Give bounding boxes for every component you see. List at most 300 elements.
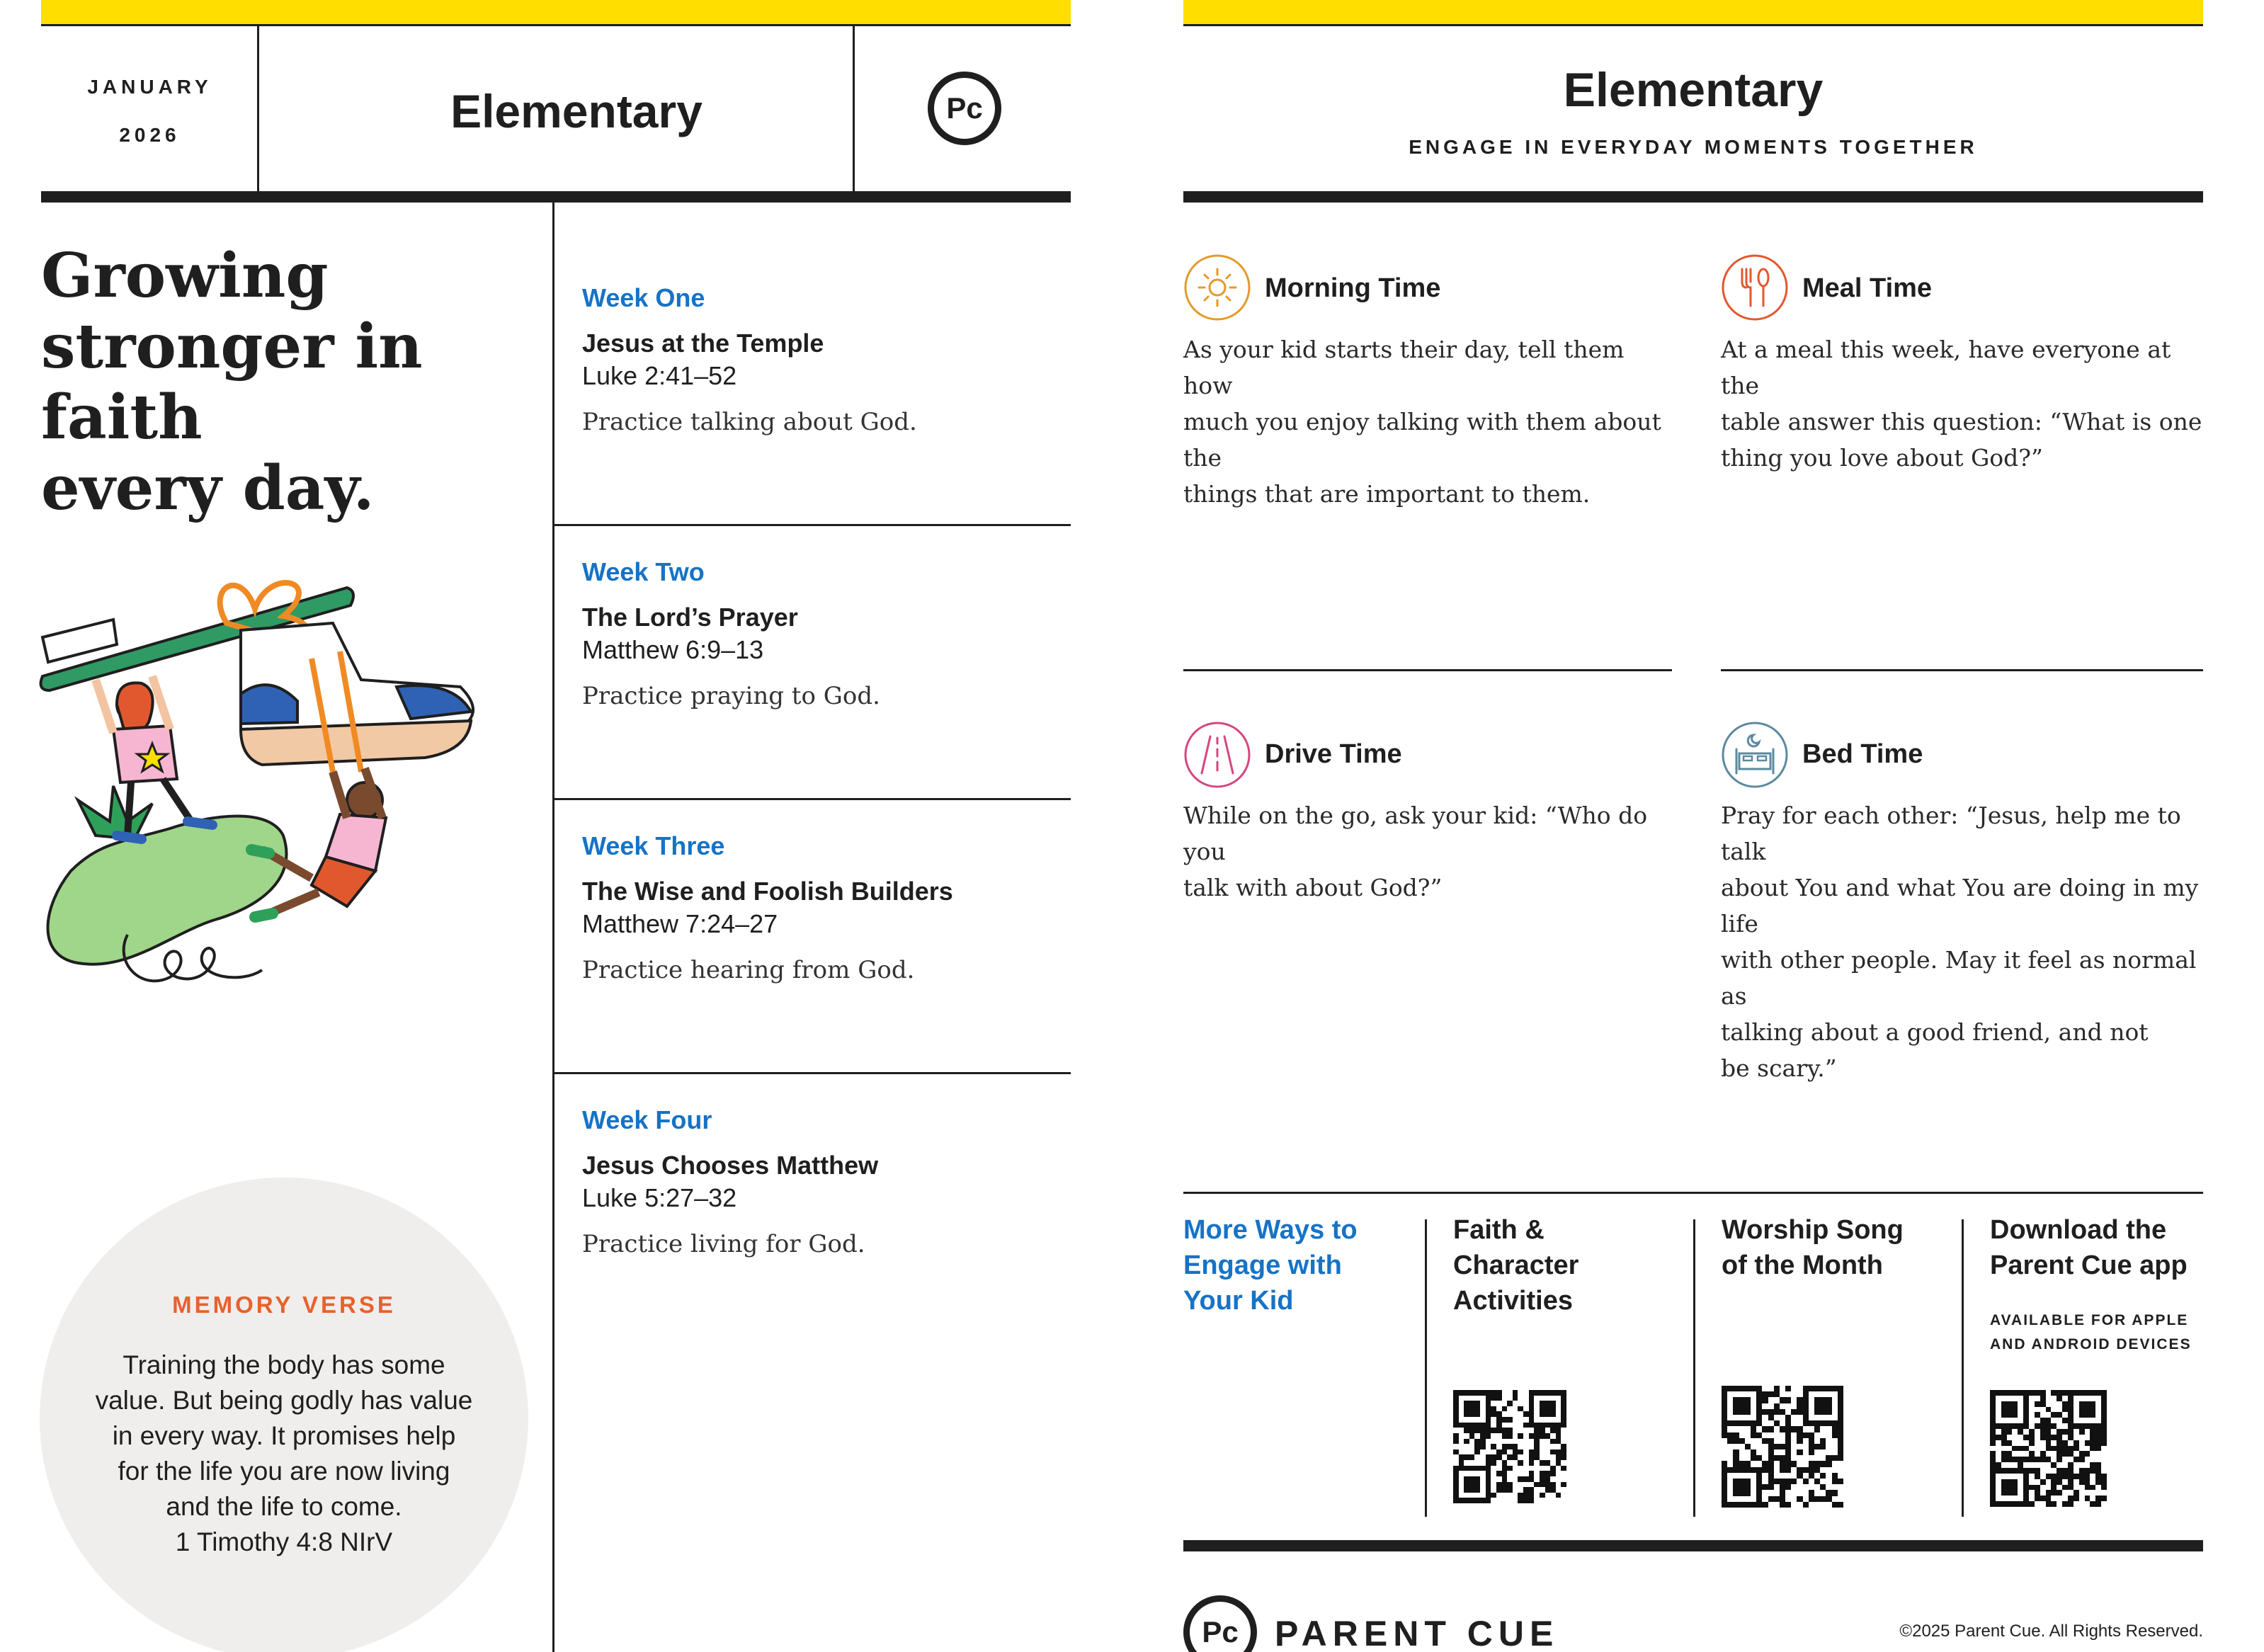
qr-module: [1480, 1406, 1486, 1412]
qr-module: [2068, 1446, 2074, 1452]
qr-module: [1550, 1498, 1556, 1503]
qr-module: [2040, 1435, 2046, 1440]
qr-module: [1534, 1460, 1540, 1466]
qr-module: [2095, 1440, 2101, 1446]
qr-module: [1529, 1444, 1535, 1449]
qr-module: [1756, 1479, 1762, 1484]
qr-module: [1774, 1426, 1780, 1432]
qr-module: [1529, 1449, 1535, 1455]
qr-module: [1507, 1423, 1513, 1428]
qr-module: [2074, 1474, 2079, 1479]
qr-module: [1785, 1409, 1791, 1415]
qr-module: [1518, 1466, 1523, 1471]
qr-module: [1556, 1390, 1562, 1396]
qr-module: [1762, 1438, 1768, 1444]
qr-module: [1556, 1428, 1562, 1433]
qr-module: [1486, 1466, 1491, 1471]
memory-verse-text: [61, 1348, 507, 1560]
qr-module: [1739, 1490, 1745, 1496]
verse-reference: 1 Timothy 4:8 NIrV: [175, 1527, 393, 1556]
qr-module: [1762, 1461, 1768, 1466]
download-app-qr-code[interactable]: [1990, 1390, 2107, 1507]
qr-module: [1780, 1426, 1785, 1432]
qr-module: [1464, 1498, 1469, 1503]
qr-module: [1727, 1397, 1733, 1403]
more-ways-divider-3: [1962, 1219, 1964, 1517]
qr-module: [1756, 1449, 1762, 1455]
qr-module: [1491, 1476, 1496, 1482]
qr-module: [1756, 1432, 1762, 1438]
qr-module: [1540, 1493, 1545, 1498]
qr-module: [1727, 1426, 1733, 1432]
qr-module: [2035, 1496, 2040, 1501]
qr-module: [1797, 1461, 1802, 1466]
week-label: Week Two: [582, 557, 705, 586]
qr-module: [1832, 1496, 1838, 1502]
qr-module: [1518, 1487, 1523, 1493]
qr-module: [2001, 1396, 2007, 1401]
qr-module: [1751, 1391, 1756, 1397]
qr-module: [2068, 1451, 2074, 1457]
qr-module: [2095, 1435, 2101, 1440]
qr-module: [1540, 1423, 1545, 1428]
qr-module: [1768, 1473, 1774, 1479]
qr-module: [1529, 1471, 1535, 1476]
qr-module: [2012, 1429, 2018, 1435]
qr-module: [2023, 1451, 2029, 1457]
qr-module: [2074, 1440, 2079, 1446]
week-block-2: [582, 557, 1071, 710]
qr-module: [1990, 1451, 1996, 1457]
qr-module: [2101, 1435, 2107, 1440]
qr-module: [1513, 1428, 1518, 1433]
qr-module: [1496, 1417, 1502, 1423]
qr-module: [2062, 1390, 2068, 1396]
more-ways-title: [1183, 1212, 1424, 1318]
qr-module: [1550, 1460, 1556, 1466]
qr-module: [1480, 1423, 1486, 1428]
qr-module: [2062, 1446, 2068, 1452]
qr-module: [1739, 1415, 1745, 1420]
qr-module: [1751, 1420, 1756, 1426]
qr-module: [2068, 1479, 2074, 1485]
qr-module: [1474, 1471, 1480, 1476]
qr-module: [2090, 1440, 2095, 1446]
qr-module: [1513, 1411, 1518, 1417]
qr-module: [2018, 1501, 2023, 1507]
qr-module: [1780, 1449, 1785, 1455]
qr-module: [1550, 1487, 1556, 1493]
qr-module: [2029, 1440, 2035, 1446]
qr-module: [1722, 1432, 1727, 1438]
footer-copyright: ©2025 Parent Cue. All Rights Reserved.: [1899, 1622, 2203, 1641]
qr-module: [1990, 1462, 1996, 1468]
qr-module: [1762, 1432, 1768, 1438]
qr-module: [1832, 1432, 1838, 1438]
qr-module: [1774, 1502, 1780, 1508]
qr-module: [2057, 1451, 2062, 1457]
qr-module: [1453, 1423, 1459, 1428]
qr-module: [1727, 1473, 1733, 1479]
qr-module: [1453, 1460, 1459, 1466]
qr-module: [1464, 1439, 1469, 1445]
qr-module: [1990, 1440, 1996, 1446]
qr-module: [1832, 1397, 1838, 1403]
qr-module: [2018, 1462, 2023, 1468]
qr-module: [2068, 1468, 2074, 1474]
qr-module: [2012, 1462, 2018, 1468]
qr-module: [2040, 1418, 2046, 1423]
qr-module: [2029, 1457, 2035, 1462]
qr-module: [1814, 1391, 1820, 1397]
qr-module: [1797, 1391, 1802, 1397]
qr-module: [2029, 1474, 2035, 1479]
qr-module: [1550, 1471, 1556, 1476]
qr-module: [2057, 1429, 2062, 1435]
qr-module: [1797, 1397, 1802, 1403]
qr-module: [2046, 1474, 2052, 1479]
qr-module: [2079, 1446, 2085, 1452]
qr-module: [1507, 1498, 1513, 1503]
moment-text-line-1: At a meal this week, have everyone at the: [1721, 336, 2171, 399]
qr-module: [1774, 1461, 1780, 1466]
qr-module: [2068, 1485, 2074, 1491]
qr-module: [1990, 1418, 1996, 1423]
qr-module: [2085, 1407, 2090, 1413]
qr-module: [1496, 1476, 1502, 1482]
qr-module: [2095, 1407, 2101, 1413]
qr-module: [1459, 1498, 1464, 1503]
qr-module: [1540, 1454, 1545, 1460]
qr-module: [1534, 1396, 1540, 1401]
download-app-note-line-2: AND ANDROID DEVICES: [1990, 1336, 2192, 1352]
qr-module: [1459, 1401, 1464, 1406]
qr-module: [1751, 1449, 1756, 1455]
qr-module: [1550, 1406, 1556, 1412]
qr-module: [1745, 1397, 1751, 1403]
qr-module: [2007, 1412, 2013, 1418]
qr-module: [2101, 1407, 2107, 1413]
qr-module: [1523, 1471, 1529, 1476]
qr-module: [2012, 1479, 2018, 1485]
qr-module: [1756, 1386, 1762, 1391]
qr-module: [2018, 1446, 2023, 1452]
qr-module: [1809, 1473, 1814, 1479]
qr-module: [1556, 1433, 1562, 1439]
qr-module: [1820, 1409, 1826, 1415]
qr-module: [2062, 1451, 2068, 1457]
qr-module: [1745, 1467, 1751, 1473]
qr-module: [1791, 1479, 1797, 1484]
qr-module: [1561, 1433, 1566, 1439]
qr-module: [1464, 1433, 1469, 1439]
qr-module: [2001, 1401, 2007, 1407]
qr-module: [1826, 1420, 1831, 1426]
worship-song-title: [1722, 1212, 1955, 1283]
qr-module: [1518, 1433, 1523, 1439]
moment-title: Bed Time: [1802, 739, 1923, 769]
qr-module: [1534, 1417, 1540, 1423]
qr-module: [2074, 1501, 2079, 1507]
qr-module: [1496, 1444, 1502, 1449]
qr-module: [1518, 1428, 1523, 1433]
qr-module: [1496, 1482, 1502, 1488]
qr-module: [1745, 1409, 1751, 1415]
qr-module: [1733, 1461, 1739, 1466]
qr-module: [1556, 1411, 1562, 1417]
qr-module: [1491, 1454, 1496, 1460]
qr-module: [2062, 1468, 2068, 1474]
qr-module: [1733, 1415, 1739, 1420]
qr-module: [1820, 1490, 1826, 1496]
qr-module: [2085, 1412, 2090, 1418]
qr-module: [2018, 1429, 2023, 1435]
faith-activities-qr-code[interactable]: [1453, 1390, 1566, 1503]
qr-module: [1469, 1466, 1475, 1471]
qr-module: [2079, 1407, 2085, 1413]
qr-module: [2057, 1468, 2062, 1474]
moment-title: Meal Time: [1802, 273, 1933, 303]
qr-module: [1513, 1439, 1518, 1445]
qr-module: [1797, 1484, 1802, 1490]
qr-module: [1550, 1396, 1556, 1401]
qr-module: [1832, 1502, 1838, 1508]
qr-module: [1780, 1473, 1785, 1479]
qr-module: [1502, 1454, 1508, 1460]
qr-module: [2007, 1440, 2013, 1446]
qr-module: [2018, 1423, 2023, 1429]
qr-module: [1518, 1396, 1523, 1401]
qr-module: [2074, 1390, 2079, 1396]
worship-song-qr-code[interactable]: [1722, 1386, 1843, 1508]
qr-module: [1990, 1429, 1996, 1435]
qr-module: [1820, 1484, 1826, 1490]
qr-module: [2068, 1501, 2074, 1507]
moment-text-line-1: As your kid starts their day, tell them how: [1183, 336, 1625, 399]
qr-module: [1459, 1454, 1464, 1460]
qr-module: [1550, 1423, 1556, 1428]
qr-module: [1768, 1484, 1774, 1490]
qr-module: [1791, 1449, 1797, 1455]
left-header-bottom-rule: [41, 191, 1071, 203]
qr-module: [1529, 1390, 1535, 1396]
qr-module: [1453, 1454, 1459, 1460]
qr-module: [2040, 1496, 2046, 1501]
qr-module: [1774, 1397, 1780, 1403]
qr-module: [2101, 1451, 2107, 1457]
qr-module: [2001, 1496, 2007, 1501]
qr-module: [1832, 1426, 1838, 1432]
qr-module: [1722, 1391, 1727, 1397]
qr-module: [1803, 1420, 1809, 1426]
qr-module: [1791, 1409, 1797, 1415]
qr-module: [2001, 1501, 2007, 1507]
faith-activities-line-1: Faith &: [1453, 1215, 1545, 1245]
qr-module: [1791, 1391, 1797, 1397]
qr-module: [1469, 1482, 1475, 1488]
footer-parent-cue-logo: [1183, 1595, 1257, 1652]
qr-module: [2012, 1474, 2018, 1479]
qr-module: [1523, 1454, 1529, 1460]
qr-module: [1756, 1409, 1762, 1415]
qr-module: [2090, 1390, 2095, 1396]
qr-module: [2079, 1423, 2085, 1429]
qr-module: [2062, 1412, 2068, 1418]
qr-module: [1762, 1496, 1768, 1502]
qr-module: [1469, 1401, 1475, 1406]
qr-module: [1453, 1498, 1459, 1503]
qr-module: [2079, 1485, 2085, 1491]
qr-module: [2007, 1418, 2013, 1423]
qr-module: [1507, 1460, 1513, 1466]
qr-module: [1496, 1493, 1502, 1498]
qr-module: [1803, 1432, 1809, 1438]
qr-module: [1768, 1438, 1774, 1444]
qr-module: [1996, 1474, 2001, 1479]
qr-module: [1739, 1461, 1745, 1466]
qr-module: [2046, 1479, 2052, 1485]
qr-module: [1518, 1454, 1523, 1460]
download-app-line-1: Download the: [1990, 1215, 2167, 1245]
qr-module: [1523, 1498, 1529, 1503]
qr-module: [1540, 1444, 1545, 1449]
moments-divider-right: [1721, 669, 2203, 671]
qr-module: [1727, 1461, 1733, 1466]
qr-module: [1733, 1455, 1739, 1461]
qr-module: [2023, 1407, 2029, 1413]
qr-module: [2068, 1474, 2074, 1479]
qr-module: [1768, 1467, 1774, 1473]
qr-module: [1480, 1417, 1486, 1423]
qr-module: [1751, 1496, 1756, 1502]
download-app-note: [1990, 1309, 2217, 1357]
qr-module: [1996, 1412, 2001, 1418]
qr-module: [1464, 1396, 1469, 1401]
qr-module: [1491, 1439, 1496, 1445]
qr-module: [1513, 1433, 1518, 1439]
qr-module: [1832, 1420, 1838, 1426]
qr-module: [1556, 1487, 1562, 1493]
qr-module: [1529, 1454, 1535, 1460]
qr-module: [2051, 1462, 2057, 1468]
qr-module: [1751, 1455, 1756, 1461]
qr-module: [2090, 1407, 2095, 1413]
qr-module: [1809, 1455, 1814, 1461]
qr-module: [1491, 1487, 1496, 1493]
qr-module: [1561, 1449, 1566, 1455]
moment-text-line-2: talk with about God?”: [1183, 874, 1443, 901]
logo-text: Pc: [946, 91, 983, 125]
qr-module: [2046, 1457, 2052, 1462]
qr-module: [1474, 1487, 1480, 1493]
qr-module: [1545, 1449, 1551, 1455]
qr-module: [1803, 1409, 1809, 1415]
qr-module: [1502, 1449, 1508, 1455]
qr-module: [1507, 1471, 1513, 1476]
qr-module: [1809, 1415, 1814, 1420]
qr-module: [1751, 1461, 1756, 1466]
qr-module: [1797, 1479, 1802, 1484]
qr-module: [1453, 1471, 1459, 1476]
qr-module: [1561, 1444, 1566, 1449]
week-title: Jesus Chooses Matthew: [582, 1151, 879, 1180]
qr-module: [2101, 1490, 2107, 1496]
qr-module: [1809, 1467, 1814, 1473]
qr-module: [1513, 1396, 1518, 1401]
qr-module: [1545, 1433, 1551, 1439]
qr-module: [1785, 1426, 1791, 1432]
qr-module: [2090, 1435, 2095, 1440]
qr-module: [2085, 1401, 2090, 1407]
qr-module: [1996, 1490, 2001, 1496]
qr-module: [1826, 1467, 1831, 1473]
qr-module: [2007, 1407, 2013, 1413]
qr-module: [2079, 1429, 2085, 1435]
qr-module: [1814, 1426, 1820, 1432]
qr-module: [2046, 1407, 2052, 1413]
qr-module: [2046, 1451, 2052, 1457]
more-ways-title-line-2: Engage with: [1183, 1251, 1342, 1280]
moment-text-line-3: thing you love about God?”: [1721, 444, 2043, 472]
qr-module: [2090, 1401, 2095, 1407]
qr-module: [1727, 1484, 1733, 1490]
qr-module: [1814, 1432, 1820, 1438]
qr-module: [1791, 1426, 1797, 1432]
qr-module: [1545, 1471, 1551, 1476]
qr-module: [1556, 1493, 1562, 1498]
qr-module: [2085, 1474, 2090, 1479]
qr-module: [1756, 1502, 1762, 1508]
qr-module: [1820, 1426, 1826, 1432]
qr-module: [2012, 1501, 2018, 1507]
qr-module: [1780, 1409, 1785, 1415]
qr-module: [1459, 1493, 1464, 1498]
qr-module: [1491, 1460, 1496, 1466]
qr-module: [1996, 1407, 2001, 1413]
qr-module: [1540, 1482, 1545, 1488]
qr-module: [1838, 1467, 1843, 1473]
qr-module: [1727, 1490, 1733, 1496]
qr-module: [1513, 1417, 1518, 1423]
qr-module: [1780, 1484, 1785, 1490]
qr-module: [2051, 1451, 2057, 1457]
qr-module: [2023, 1423, 2029, 1429]
qr-module: [1785, 1455, 1791, 1461]
qr-module: [2035, 1412, 2040, 1418]
qr-module: [1550, 1476, 1556, 1482]
qr-module: [1529, 1498, 1535, 1503]
qr-module: [1803, 1438, 1809, 1444]
qr-module: [1838, 1403, 1843, 1409]
qr-module: [1756, 1455, 1762, 1461]
qr-module: [1745, 1432, 1751, 1438]
qr-module: [1756, 1415, 1762, 1420]
qr-module: [1513, 1466, 1518, 1471]
qr-module: [2095, 1429, 2101, 1435]
qr-module: [2062, 1401, 2068, 1407]
right-top-rule: [1183, 24, 2203, 26]
qr-module: [1809, 1438, 1814, 1444]
qr-module: [2068, 1401, 2074, 1407]
qr-module: [1502, 1390, 1508, 1396]
qr-module: [1523, 1396, 1529, 1401]
verse-line-5: and the life to come.: [166, 1492, 402, 1521]
qr-module: [1469, 1428, 1475, 1433]
qr-module: [1556, 1406, 1562, 1412]
qr-module: [1453, 1390, 1459, 1396]
qr-module: [1550, 1401, 1556, 1406]
qr-module: [1745, 1479, 1751, 1484]
